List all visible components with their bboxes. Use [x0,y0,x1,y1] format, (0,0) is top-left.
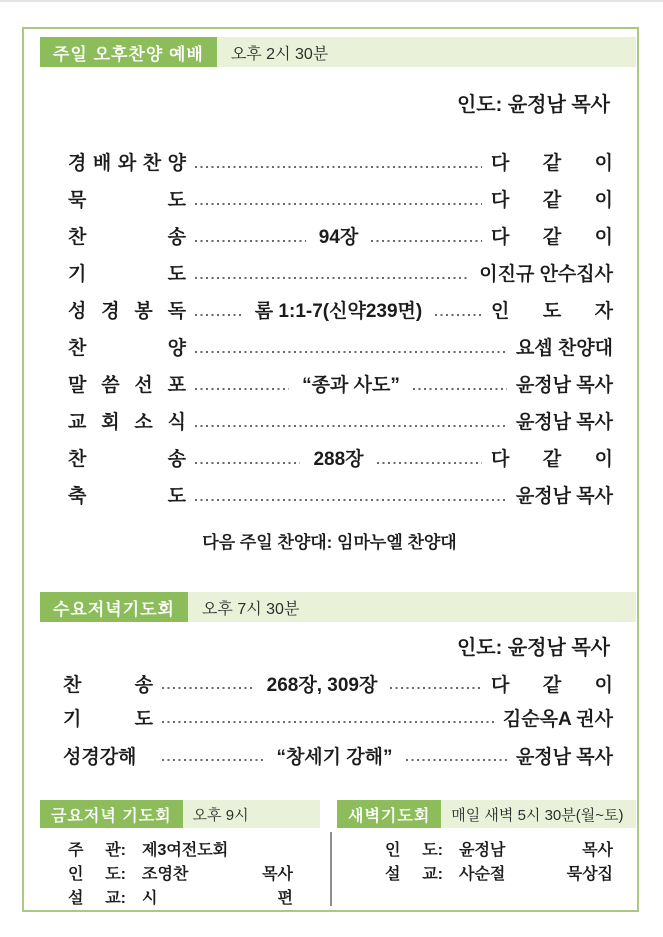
program-person: 윤정남 목사 [515,746,613,768]
service2-time: 오후 7시 30분 [201,600,300,618]
program-value: 288장 [313,449,364,470]
detail-label: 인 도: [385,841,443,859]
program-row [63,700,613,734]
program-value: “종과 사도” [302,375,400,396]
program-person: 김순옥A 권사 [502,708,613,730]
program-label: 축 도 [68,486,186,507]
leader-dots [413,388,507,390]
program-row [68,217,613,254]
detail-row [68,860,293,884]
program-label: 묵 도 [68,190,186,211]
detail-row [68,836,293,860]
program-person: 다 같 이 [491,674,614,696]
program-label: 찬 송 [68,227,186,248]
leader-dots [371,240,482,242]
program-person: 다 같 이 [491,190,613,211]
service2-program-list [63,666,613,772]
program-row [63,738,613,772]
leader-dots [195,425,507,427]
program-label: 성경강해 [63,746,137,768]
program-person: 이진규 안수집사 [479,264,613,285]
program-person: 인 도 자 [491,301,613,322]
leader-dots [195,499,507,501]
program-person: 윤정남 목사 [515,375,614,396]
program-label: 기 도 [63,708,153,730]
leader-dots [435,314,482,316]
detail-label: 주 관: [68,841,126,859]
program-row [68,402,613,439]
program-person: 다 같 이 [491,449,613,470]
detail-row [68,884,293,908]
service2-title-badge: 수요저녁기도회 [40,592,188,622]
program-label: 성 경 봉 독 [68,301,186,322]
detail-value: 윤정남 목사 [459,841,613,859]
program-person: 윤정남 목사 [515,412,613,433]
leader-dots [406,759,507,761]
program-person: 다 같 이 [491,227,613,248]
service1-time: 오후 2시 30분 [230,45,329,63]
program-person: 윤정남 목사 [515,486,613,507]
leader-dots [195,351,507,353]
leader-dots [195,314,242,316]
leader-dots [195,388,289,390]
service1-program-list [68,143,613,513]
scan-artifact-line [0,0,663,2]
program-person: 다 같 이 [491,153,613,174]
dawn-time: 매일 새벽 5시 30분(월~토) [451,806,624,824]
program-label: 말 씀 선 포 [68,375,186,396]
detail-row [385,836,613,860]
detail-value: 조영찬 목사 [142,865,293,883]
leader-dots [162,721,494,723]
detail-value: 제3여전도회 [142,841,229,859]
leader-dots [195,277,470,279]
program-label: 찬 송 [63,674,153,696]
program-row [68,254,613,291]
program-row [68,476,613,513]
friday-title-badge: 금요저녁 기도회 [40,800,183,828]
dawn-title-badge: 새벽기도회 [337,800,441,828]
service1-header-strip [40,37,636,67]
leader-dots [195,240,306,242]
detail-label: 설 교: [385,865,443,883]
program-row [68,439,613,476]
leader-dots [377,462,482,464]
friday-header-strip [40,800,320,828]
service2-leader-line: 인도: 윤정남 목사 [456,637,610,659]
program-row [68,143,613,180]
program-label: 기 도 [68,264,186,285]
dawn-detail-list [385,836,613,884]
leader-dots [162,687,254,689]
dawn-header-strip [337,800,636,828]
leader-dots [390,687,482,689]
program-label: 찬 송 [68,449,186,470]
detail-row [385,860,613,884]
friday-time: 오후 9시 [192,806,249,824]
program-value: 268장, 309장 [266,674,378,696]
detail-value: 시 편 [142,889,293,907]
program-value: “창세기 강해” [276,746,393,768]
program-label: 경 배 와 찬 양 [68,153,186,174]
program-row [68,291,613,328]
service1-title-badge: 주일 오후찬양 예배 [40,37,217,67]
program-row [63,666,613,700]
program-value: 롬 1:1-7(신약239면) [254,301,423,322]
detail-label: 인 도: [68,865,126,883]
program-row [68,328,613,365]
detail-label: 설 교: [68,889,126,907]
program-label: 찬 양 [68,338,186,359]
column-divider [330,832,332,906]
leader-dots [195,462,300,464]
program-label: 교 회 소 식 [68,412,186,433]
service2-header-strip [40,592,636,622]
leader-dots [195,166,482,168]
detail-value: 사순절 묵상집 [459,865,613,883]
friday-detail-list [68,836,293,908]
leader-dots [195,203,482,205]
service1-leader-line: 인도: 윤정남 목사 [456,94,610,116]
leader-dots [162,759,263,761]
next-choir-note: 다음 주일 찬양대: 임마누엘 찬양대 [202,533,457,552]
program-row [68,180,613,217]
program-person: 요셉 찬양대 [515,338,613,359]
program-row [68,365,613,402]
program-value: 94장 [318,227,359,248]
